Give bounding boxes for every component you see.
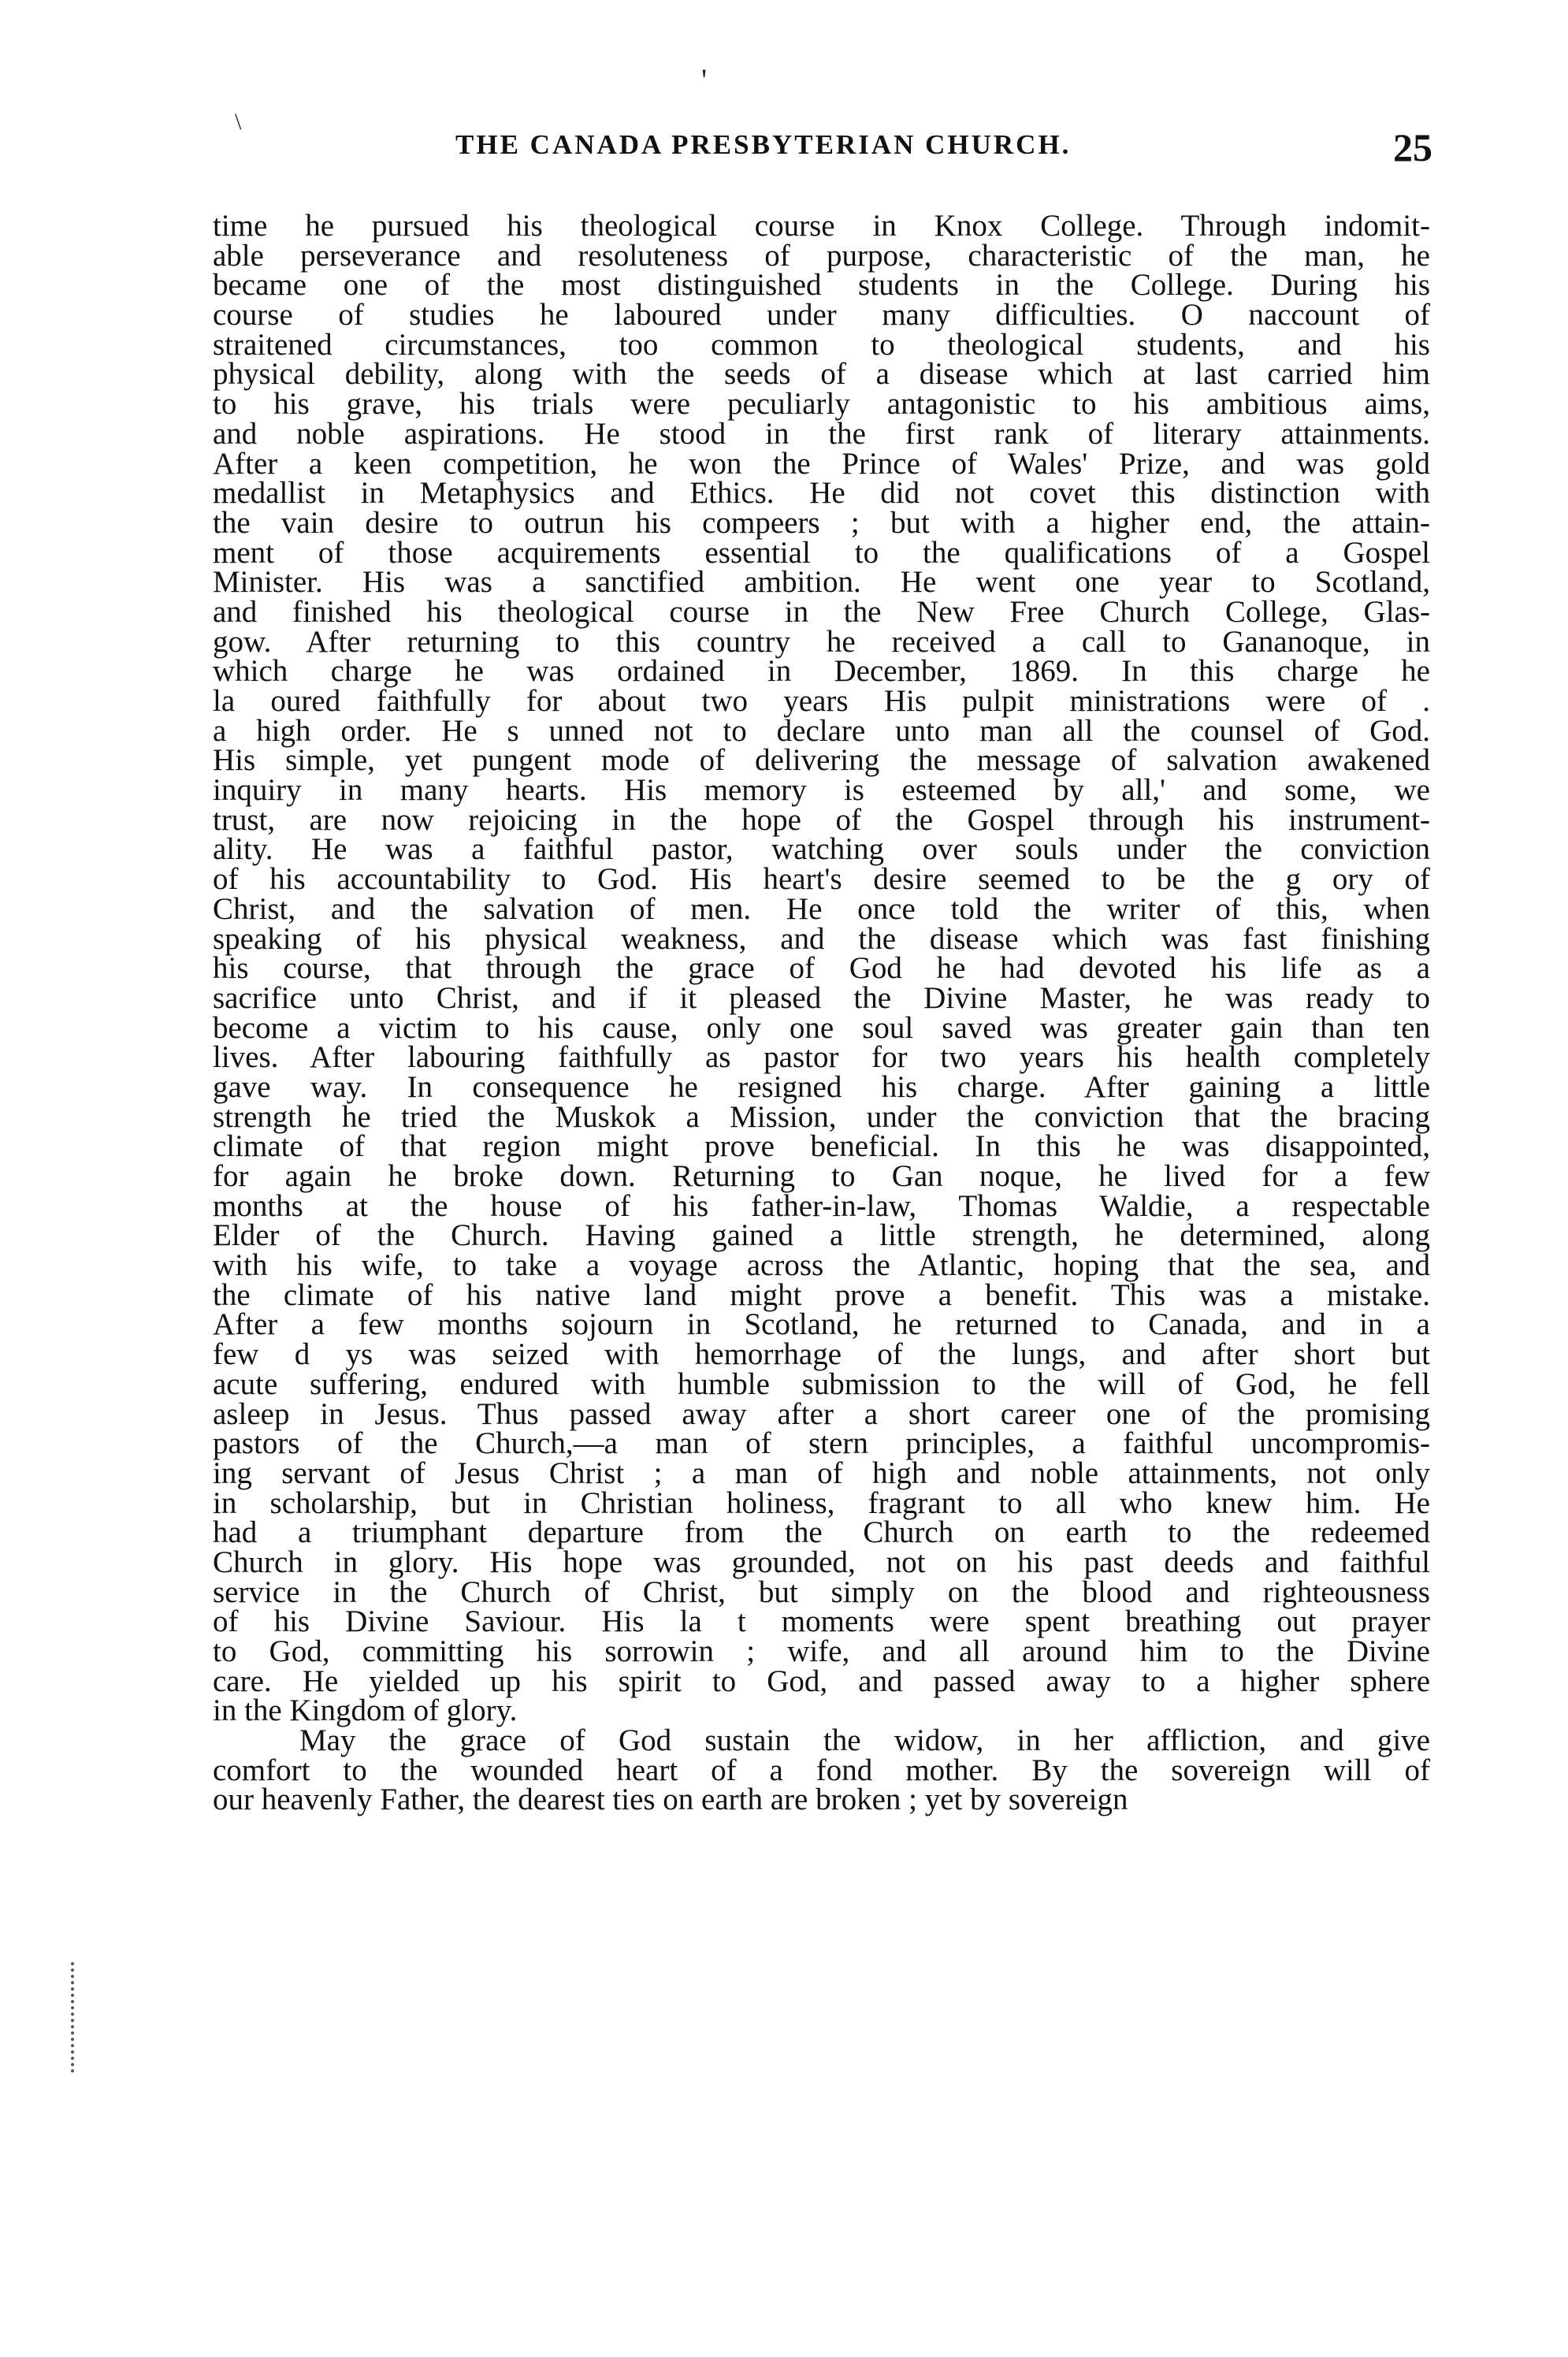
text-line: had a triumphant departure from the Church on earth to the redeemed <box>213 1515 1430 1550</box>
text-line: asleep in Jesus. Thus passed away after a short career one of the promising <box>213 1396 1430 1431</box>
text-line: medallist in Metaphysics and Ethics. He did not covet this distinction with <box>213 476 1430 511</box>
text-line: strength he tried the Muskok a Mission, under the conviction that the bracing <box>213 1099 1430 1134</box>
text-line: gave way. In consequence he resigned his charge. After gaining a little <box>213 1069 1430 1104</box>
text-line: pastors of the Church,—a man of stern principles, a faithful uncompromis- <box>213 1426 1430 1461</box>
running-head: THE CANADA PRESBYTERIAN CHURCH. <box>455 129 1072 160</box>
text-line: the climate of his native land might prove a benefit. This was a mistake. <box>213 1277 1430 1312</box>
text-line: of his Divine Saviour. His la t moments were spent breathing out prayer <box>213 1604 1430 1639</box>
body-text <box>213 211 1430 1815</box>
text-line: became one of the most distinguished students in the College. During his <box>213 268 1430 303</box>
left-stray-mark: \ <box>235 109 242 135</box>
text-line: ality. He was a faithful pastor, watching over souls under the conviction <box>213 832 1430 867</box>
page-header <box>211 125 1432 172</box>
text-line: time he pursued his theological course in Knox College. Through indomit- <box>213 209 1430 243</box>
text-line: our heavenly Father, the dearest ties on earth are broken ; yet by sovereign <box>213 1783 1128 1817</box>
text-line: become a victim to his cause, only one soul saved was greater gain than ten <box>213 1010 1430 1045</box>
text-line: Elder of the Church. Having gained a little strength, he determined, along <box>213 1218 1430 1253</box>
text-line: sacrifice unto Christ, and if it pleased the Divine Master, he was ready to <box>213 980 1430 1015</box>
text-line: acute suffering, endured with humble submission to the will of God, he fell <box>213 1366 1430 1401</box>
text-line: to his grave, his trials were peculiarly antagonistic to his ambitious aims, <box>213 387 1430 422</box>
margin-dots <box>71 1962 80 2073</box>
text-line: gow. After returning to this country he received a call to Gananoque, in <box>213 624 1430 659</box>
text-line: physical debility, along with the seeds of a disease which at last carried him <box>213 357 1430 392</box>
text-line: course of studies he laboured under many difficulties. O naccount of <box>213 298 1430 333</box>
text-line: of his accountability to God. His heart's desire seemed to be the g ory of <box>213 862 1430 897</box>
text-line: for again he broke down. Returning to Gan noque, he lived for a few <box>213 1159 1430 1193</box>
text-line: able perseverance and resoluteness of purpose, characteristic of the man, he <box>213 238 1430 273</box>
text-line: straitened circumstances, too common to theological students, and his <box>213 327 1430 362</box>
text-line: Minister. His was a sanctified ambition. He went one year to Scotland, <box>213 565 1430 600</box>
top-stray-mark: ' <box>701 62 708 98</box>
text-line: the vain desire to outrun his compeers ; but with a higher end, the attain- <box>213 505 1430 540</box>
text-line: with his wife, to take a voyage across the Atlantic, hoping that the sea, and <box>213 1248 1430 1283</box>
text-line: and noble aspirations. He stood in the first rank of literary attainments. <box>213 416 1430 451</box>
text-line: trust, are now rejoicing in the hope of the Gospel through his instrument- <box>213 802 1430 837</box>
text-line: and finished his theological course in the New Free Church College, Glas- <box>213 594 1430 629</box>
text-line: speaking of his physical weakness, and the disease which was fast finishing <box>213 921 1430 956</box>
text-line: few d ys was seized with hemorrhage of the lungs, and after short but <box>213 1337 1430 1372</box>
text-line: His simple, yet pungent mode of delivering the message of salvation awakened <box>213 743 1430 778</box>
text-line: ment of those acquirements essential to the qualifications of a Gospel <box>213 535 1430 570</box>
text-line: la oured faithfully for about two years His pulpit ministrations were of . <box>213 684 1430 718</box>
text-line: ing servant of Jesus Christ ; a man of high and noble attainments, not only <box>213 1455 1430 1490</box>
text-line: Christ, and the salvation of men. He once told the writer of this, when <box>213 891 1430 926</box>
text-line: which charge he was ordained in December, 1869. In this charge he <box>213 654 1430 689</box>
page-number: 25 <box>1393 125 1432 169</box>
text-line: lives. After labouring faithfully as pastor for two years his health completely <box>213 1040 1430 1075</box>
text-line: months at the house of his father-in-law, Thomas Waldie, a respectable <box>213 1188 1430 1223</box>
text-line: After a keen competition, he won the Prince of Wales' Prize, and was gold <box>213 446 1430 481</box>
text-line: service in the Church of Christ, but simply on the blood and righteousness <box>213 1574 1430 1609</box>
text-line: After a few months sojourn in Scotland, he returned to Canada, and in a <box>213 1307 1430 1342</box>
text-line: a high order. He s unned not to declare unto man all the counsel of God. <box>213 713 1430 748</box>
text-line: comfort to the wounded heart of a fond mother. By the sovereign will of <box>213 1753 1430 1787</box>
text-line: Church in glory. His hope was grounded, not on his past deeds and faithful <box>213 1545 1430 1579</box>
text-line: his course, that through the grace of God he had devoted his life as a <box>213 951 1430 986</box>
text-line: to God, committing his sorrowin ; wife, and all around him to the Divine <box>213 1634 1430 1668</box>
text-line: inquiry in many hearts. His memory is esteemed by all,' and some, we <box>213 773 1430 808</box>
text-line: care. He yielded up his spirit to God, and passed away to a higher sphere <box>213 1664 1430 1698</box>
text-line: in the Kingdom of glory. <box>213 1693 518 1728</box>
text-line: climate of that region might prove beneficial. In this he was disappointed, <box>213 1129 1430 1164</box>
text-line: May the grace of God sustain the widow, in her affliction, and give <box>299 1723 1430 1758</box>
text-line: in scholarship, but in Christian holiness, fragrant to all who knew him. He <box>213 1485 1430 1520</box>
